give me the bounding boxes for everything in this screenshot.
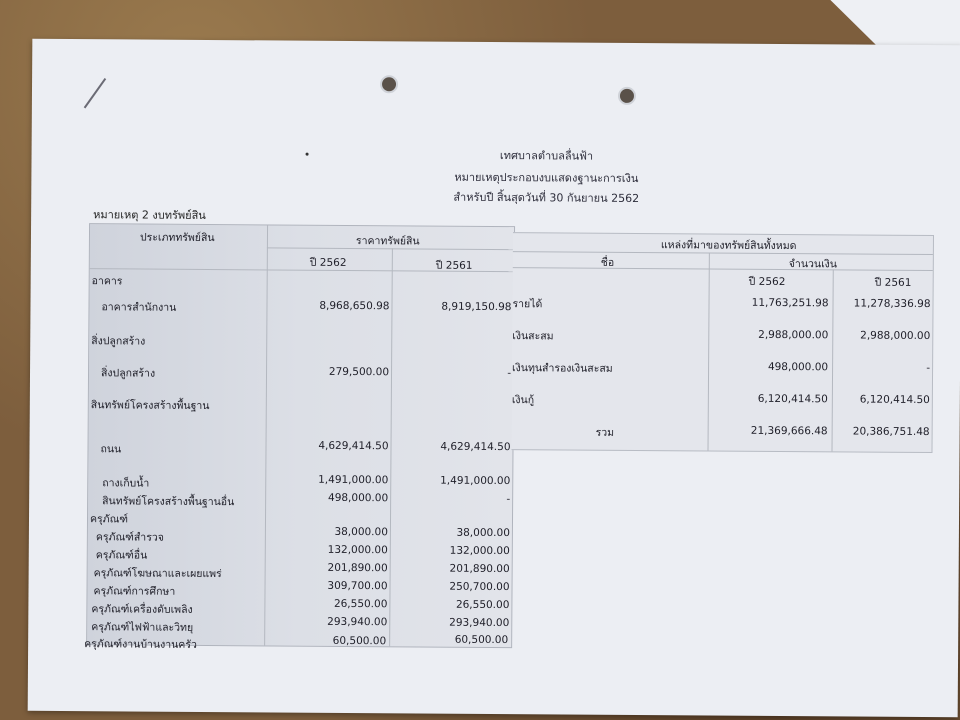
row-value-2562: 11,763,251.98 [751,296,829,310]
header-line3: สำหรับปี สิ้นสุดวันที่ 30 กันยายน 2562 [453,190,640,206]
row-label: สินทรัพย์โครงสร้างพื้นฐานอื่น [102,495,235,509]
row-label: ครุภัณฑ์การศึกษา [93,585,176,598]
row-label: รายได้ [512,298,543,311]
header-line2: หมายเหตุประกอบงบแสดงฐานะการเงิน [454,170,639,185]
col-year-2561: ปี 2561 [435,259,473,272]
row-value-2562: 309,700.00 [327,579,388,593]
row-value-2562: 4,629,414.50 [318,439,389,453]
row-label: ถนน [100,443,122,456]
row-value-2562: 132,000.00 [327,543,388,557]
row-label: ครุภัณฑ์เครื่องดับเพลิง [91,603,193,616]
row-value-2562: 498,000.00 [327,491,389,505]
col-name: ชื่อ [600,256,615,269]
row-value-2561: - [507,367,512,380]
row-value-2561: 201,890.00 [449,562,510,576]
row-label: ครุภัณฑ์ไฟฟ้าและวิทยุ [91,621,194,634]
row-label: ครุภัณฑ์ [89,513,129,526]
row-value-2562: 38,000.00 [334,525,388,539]
row-value-2562: 1,491,000.00 [318,473,389,487]
asset-table [86,223,515,648]
row-label: ครุภัณฑ์อื่น [95,549,148,562]
punch-hole-right [618,87,636,105]
row-value-2561: 4,629,414.50 [440,440,511,454]
col-asset-type: ประเภททรัพย์สิน [139,231,215,245]
row-value-2561: 38,000.00 [456,526,510,540]
row-value-2561: 60,500.00 [454,633,509,647]
row-value-2561: 11,278,336.98 [853,297,931,311]
row-value-2562: 2,988,000.00 [758,328,829,342]
row-value-2562: 60,500.00 [332,634,387,648]
row-value-2562: 26,550.00 [333,597,388,611]
document-sheet [28,39,960,717]
row-value-2561: 1,491,000.00 [440,474,511,488]
row-label: สิ่งปลูกสร้าง [100,367,156,380]
col-source: แหล่งที่มาของทรัพย์สินทั้งหมด [660,239,797,253]
row-label: ครุภัณฑ์งานบ้านงานครัว [84,638,197,651]
row-value-2562: 279,500.00 [328,365,390,379]
row-value-2561: 2,988,000.00 [860,329,931,343]
total-value-2561: 20,386,751.48 [852,425,930,439]
row-value-2562: 6,120,414.50 [757,392,828,406]
row-value-2561: 8,919,150.98 [441,300,512,314]
row-value-2561: 132,000.00 [449,544,510,558]
asset-source-table [511,232,934,453]
row-label: ครุภัณฑ์สำรวจ [95,531,164,544]
total-value-2562: 21,369,666.48 [750,424,828,438]
total-label: รวม [595,426,615,439]
row-label: เงินกู้ [511,394,535,407]
row-value-2561: 6,120,414.50 [859,393,930,407]
row-value-2561: 250,700.00 [449,580,510,594]
row-value-2561: 293,940.00 [449,616,510,630]
col-year-2562: ปี 2562 [748,275,786,289]
header-line1: เทศบาลตำบลลื่นฟ้า [499,149,594,163]
row-label: อาคารสำนักงาน [101,301,177,314]
punch-hole-left [380,75,398,93]
row-value-2562: 8,968,650.98 [319,299,390,313]
note-title: หมายเหตุ 2 งบทรัพย์สิน [93,208,206,222]
row-value-2561: - [506,493,511,506]
col-asset-price: ราคาทรัพย์สิน [355,235,420,248]
row-value-2561: - [926,362,931,375]
row-label: สิ่งปลูกสร้าง [91,335,146,348]
row-value-2562: 201,890.00 [327,561,388,575]
col-year-2561: ปี 2561 [874,276,912,289]
row-value-2561: 26,550.00 [455,598,510,612]
row-value-2562: 293,940.00 [327,615,388,629]
row-label: อาคาร [91,275,123,288]
col-year-2562: ปี 2562 [309,256,347,269]
row-label: สินทรัพย์โครงสร้างพื้นฐาน [90,399,210,413]
row-label: ครุภัณฑ์โฆษณาและเผยแพร่ [93,567,222,581]
row-label: เงินสะสม [512,330,554,343]
row-value-2562: 498,000.00 [767,360,829,374]
row-label: ถางเก็บน้ำ [102,477,150,490]
col-amount: จำนวนเงิน [788,258,838,271]
pen-mark [84,78,106,109]
row-label: เงินทุนสำรองเงินสะสม [512,362,613,375]
